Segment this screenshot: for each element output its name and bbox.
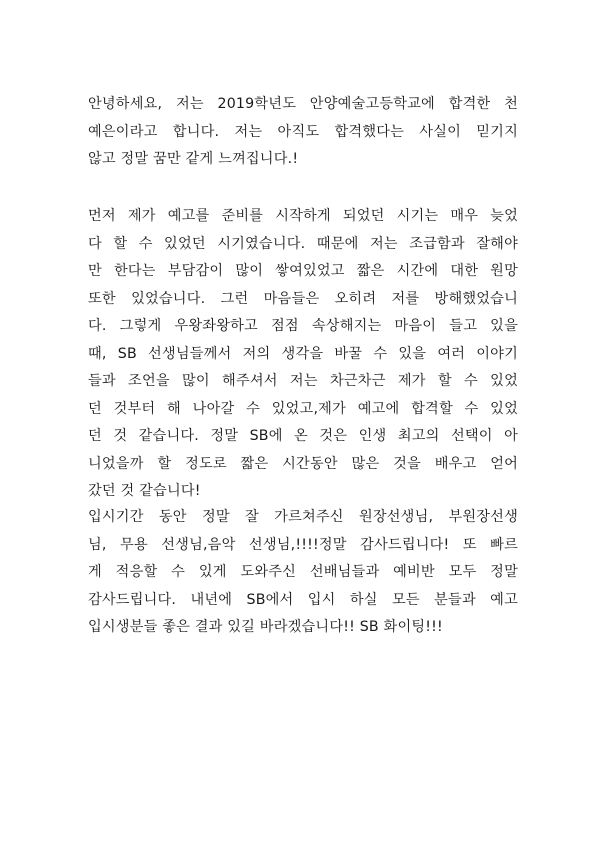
- text-line: 감사드립니다. 내년에 SB에서 입시 하실 모든 분들과 예고: [88, 591, 518, 608]
- text-line: 입시생분들 좋은 결과 있길 바라겠습니다!! SB 화이팅!!!: [88, 619, 443, 635]
- paragraph-story: [88, 203, 518, 506]
- paragraph-thanks: [88, 504, 518, 642]
- text-line: 게 적응할 수 있게 도와주신 선배님들과 예비반 모두 정말: [88, 564, 518, 580]
- text-line: 던 것부터 해 나아갈 수 있었고,제가 예고에 합격할 수 있었: [88, 400, 518, 417]
- text-line: 또한 있었습니다. 그런 마음들은 오히려 저를 방해했었습니: [88, 290, 518, 307]
- text-line: 다 할 수 있었던 시기였습니다. 때문에 저는 조급함과 잘해야: [88, 235, 518, 252]
- text-line: 먼저 제가 예고를 준비를 시작하게 되었던 시기는 매우 늦었: [88, 208, 518, 224]
- text-line: 님, 무용 선생님,음악 선생님,!!!!정말 감사드립니다! 또 빠르: [88, 536, 518, 553]
- text-line: 다. 그렇게 우왕좌왕하고 점점 속상해지는 마음이 들고 있을: [88, 318, 518, 334]
- text-line: 않고 정말 꿈만 같게 느껴집니다.!: [88, 151, 299, 167]
- text-line: 만 한다는 부담감이 많이 쌓여있었고 짧은 시간에 대한 원망: [88, 263, 518, 279]
- text-line: 던 것 같습니다. 정말 SB에 온 것은 인생 최고의 선택이 아: [88, 428, 518, 444]
- text-line: 니었을까 할 정도로 짧은 시간동안 많은 것을 배우고 얻어: [88, 455, 518, 472]
- text-line: 안녕하세요, 저는 2019학년도 안양예술고등학교에 합격한 천: [88, 96, 518, 112]
- text-line: 때, SB 선생님들께서 저의 생각을 바꿀 수 있을 여러 이야기: [88, 345, 518, 362]
- text-line: 들과 조언을 많이 해주셔서 저는 차근차근 제가 할 수 있었: [88, 373, 518, 389]
- paragraph-greeting: [88, 91, 518, 174]
- text-line: 예은이라고 합니다. 저는 아직도 합격했다는 사실이 믿기지: [88, 123, 518, 140]
- text-line: 갔던 것 같습니다!: [88, 483, 201, 499]
- text-line: 입시기간 동안 정말 잘 가르쳐주신 원장선생님, 부원장선생: [88, 509, 518, 525]
